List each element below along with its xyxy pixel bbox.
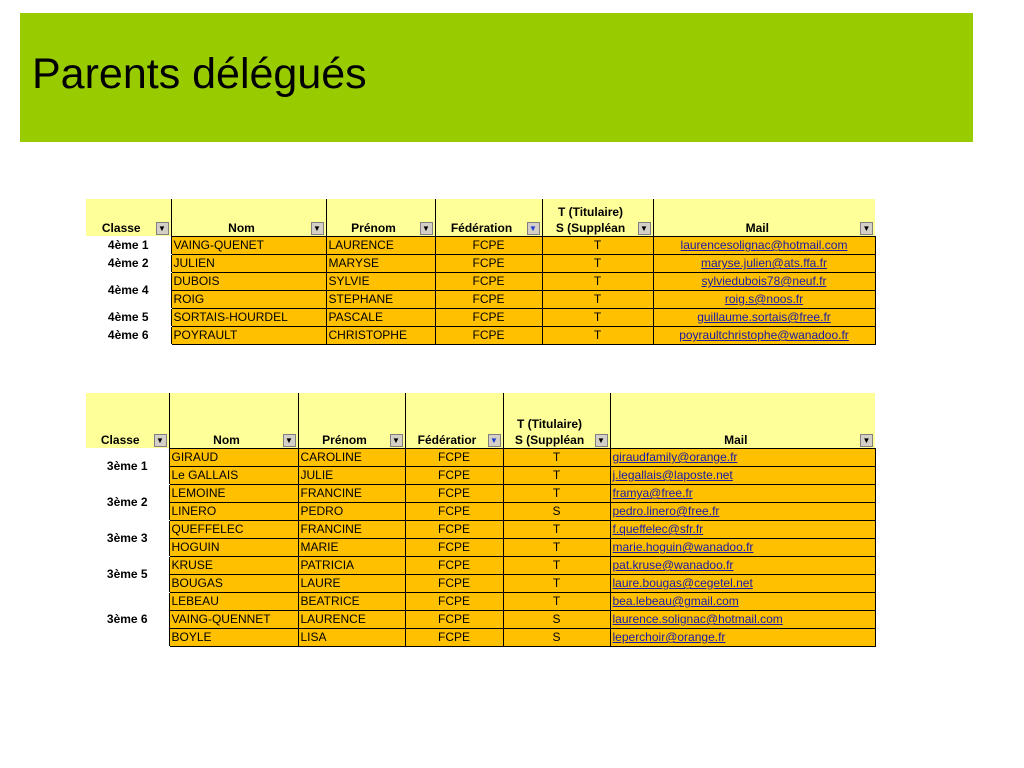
ts-cell: T: [542, 254, 653, 272]
federation-cell: FCPE: [405, 520, 503, 538]
prenom-cell: STEPHANE: [326, 290, 435, 308]
mail-link[interactable]: guillaume.sortais@free.fr: [697, 310, 831, 324]
mail-link[interactable]: laurencesolignac@hotmail.com: [680, 238, 848, 252]
ts-cell: T: [503, 556, 610, 574]
table-row: [86, 466, 875, 484]
ts-cell: T: [503, 574, 610, 592]
nom-cell: QUEFFELEC: [169, 520, 298, 538]
filter-dropdown-icon[interactable]: ▼: [860, 222, 873, 235]
mail-cell: [610, 538, 875, 556]
filter-dropdown-icon[interactable]: ▼: [156, 222, 169, 235]
mail-link[interactable]: bea.lebeau@gmail.com: [612, 594, 739, 608]
mail-link[interactable]: sylviedubois78@neuf.fr: [701, 274, 827, 288]
prenom-cell: FRANCINE: [298, 520, 405, 538]
prenom-cell: LISA: [298, 628, 405, 646]
federation-cell: FCPE: [435, 272, 542, 290]
prenom-cell: CHRISTOPHE: [326, 326, 435, 344]
ts-cell: T: [542, 236, 653, 254]
prenom-cell: JULIE: [298, 466, 405, 484]
mail-cell: [653, 236, 875, 254]
prenom-cell: CAROLINE: [298, 448, 405, 466]
federation-cell: FCPE: [405, 556, 503, 574]
table-row: [86, 448, 875, 466]
federation-cell: FCPE: [405, 448, 503, 466]
page-title: Parents délégués: [32, 50, 367, 98]
mail-link[interactable]: pedro.linero@free.fr: [612, 504, 720, 518]
mail-cell: [610, 628, 875, 646]
table-body: [86, 236, 875, 344]
mail-cell: [610, 466, 875, 484]
table-row: [86, 272, 875, 290]
prenom-cell: MARYSE: [326, 254, 435, 272]
mail-link[interactable]: framya@free.fr: [612, 486, 693, 500]
federation-cell: FCPE: [435, 236, 542, 254]
mail-cell: [610, 502, 875, 520]
mail-link[interactable]: giraudfamily@orange.fr: [612, 450, 738, 464]
mail-cell: [653, 326, 875, 344]
nom-cell: BOYLE: [169, 628, 298, 646]
federation-cell: FCPE: [435, 308, 542, 326]
table-row: [86, 290, 875, 308]
table-row: [86, 520, 875, 538]
filter-dropdown-icon[interactable]: ▼: [527, 222, 540, 235]
classe-cell: 3ème 2: [86, 484, 169, 520]
classe-cell: 4ème 5: [86, 308, 171, 326]
prenom-cell: PEDRO: [298, 502, 405, 520]
ts-cell: T: [542, 326, 653, 344]
classe-cell: 4ème 4: [86, 272, 171, 308]
mail-cell: [610, 520, 875, 538]
header-prenom: Prénom ▼: [326, 199, 435, 236]
nom-cell: LINERO: [169, 502, 298, 520]
prenom-cell: FRANCINE: [298, 484, 405, 502]
ts-cell: T: [503, 520, 610, 538]
mail-cell: [610, 484, 875, 502]
ts-cell: S: [503, 610, 610, 628]
filter-dropdown-icon[interactable]: ▼: [283, 434, 296, 447]
nom-cell: Le GALLAIS: [169, 466, 298, 484]
classe-cell: 3ème 3: [86, 520, 169, 556]
ts-cell: T: [542, 308, 653, 326]
ts-cell: S: [503, 628, 610, 646]
nom-cell: VAING-QUENNET: [169, 610, 298, 628]
header-mail: Mail ▼: [653, 199, 875, 236]
federation-cell: FCPE: [405, 538, 503, 556]
mail-cell: [610, 574, 875, 592]
nom-cell: ROIG: [171, 290, 326, 308]
mail-link[interactable]: poyraultchristophe@wanadoo.fr: [679, 328, 849, 342]
ts-cell: T: [503, 538, 610, 556]
nom-cell: SORTAIS-HOURDEL: [171, 308, 326, 326]
table-body: [86, 448, 875, 646]
filter-dropdown-icon[interactable]: ▼: [154, 434, 167, 447]
header-nom: Nom ▼: [169, 393, 298, 448]
ts-cell: T: [503, 466, 610, 484]
filter-dropdown-icon[interactable]: ▼: [488, 434, 501, 447]
prenom-cell: PATRICIA: [298, 556, 405, 574]
delegates-table-3eme: [86, 393, 876, 647]
prenom-cell: LAURENCE: [298, 610, 405, 628]
table-row: [86, 538, 875, 556]
mail-cell: [653, 254, 875, 272]
nom-cell: LEBEAU: [169, 592, 298, 610]
federation-cell: FCPE: [405, 466, 503, 484]
header-federation: Fédération ▼: [435, 199, 542, 236]
mail-cell: [610, 592, 875, 610]
classe-cell: 3ème 5: [86, 556, 169, 592]
header-federation: Fédératior ▼: [405, 393, 503, 448]
mail-link[interactable]: laurence.solignac@hotmail.com: [612, 612, 783, 626]
mail-cell: [653, 290, 875, 308]
federation-cell: FCPE: [435, 326, 542, 344]
filter-dropdown-icon[interactable]: ▼: [860, 434, 873, 447]
prenom-cell: SYLVIE: [326, 272, 435, 290]
filter-dropdown-icon[interactable]: ▼: [311, 222, 324, 235]
ts-cell: S: [503, 502, 610, 520]
ts-cell: T: [542, 272, 653, 290]
mail-cell: [610, 556, 875, 574]
filter-dropdown-icon[interactable]: ▼: [390, 434, 403, 447]
prenom-cell: LAURENCE: [326, 236, 435, 254]
ts-cell: T: [503, 592, 610, 610]
federation-cell: FCPE: [405, 484, 503, 502]
mail-link[interactable]: laure.bougas@cegetel.net: [612, 576, 753, 590]
filter-dropdown-icon[interactable]: ▼: [595, 434, 608, 447]
nom-cell: GIRAUD: [169, 448, 298, 466]
prenom-cell: BEATRICE: [298, 592, 405, 610]
nom-cell: JULIEN: [171, 254, 326, 272]
mail-link[interactable]: leperchoir@orange.fr: [612, 630, 726, 644]
federation-cell: FCPE: [435, 254, 542, 272]
mail-link[interactable]: marie.hoguin@wanadoo.fr: [612, 540, 754, 554]
classe-cell: 4ème 6: [86, 326, 171, 344]
nom-cell: KRUSE: [169, 556, 298, 574]
federation-cell: FCPE: [405, 592, 503, 610]
table-row: [86, 308, 875, 326]
federation-cell: FCPE: [405, 610, 503, 628]
header-mail: Mail ▼: [610, 393, 875, 448]
mail-cell: [653, 272, 875, 290]
table-row: [86, 628, 875, 646]
nom-cell: POYRAULT: [171, 326, 326, 344]
table-row: [86, 574, 875, 592]
mail-link[interactable]: maryse.julien@ats.ffa.fr: [700, 256, 827, 270]
ts-cell: T: [503, 484, 610, 502]
nom-cell: DUBOIS: [171, 272, 326, 290]
mail-cell: [653, 308, 875, 326]
delegates-table-4eme: [86, 199, 876, 345]
ts-cell: T: [542, 290, 653, 308]
title-banner: [20, 13, 973, 142]
federation-cell: FCPE: [405, 502, 503, 520]
header-nom: Nom ▼: [171, 199, 326, 236]
header-classe: Classe ▼: [86, 199, 171, 236]
nom-cell: LEMOINE: [169, 484, 298, 502]
header-classe: Classe ▼: [86, 393, 169, 448]
filter-dropdown-icon[interactable]: ▼: [420, 222, 433, 235]
table-row: [86, 592, 875, 610]
table-row: [86, 502, 875, 520]
table-row: [86, 610, 875, 628]
classe-cell: 3ème 1: [86, 448, 169, 484]
federation-cell: FCPE: [405, 574, 503, 592]
mail-link[interactable]: f.queffelec@sfr.fr: [612, 522, 704, 536]
table-row: [86, 254, 875, 272]
filter-dropdown-icon[interactable]: ▼: [638, 222, 651, 235]
federation-cell: FCPE: [435, 290, 542, 308]
header-prenom: Prénom ▼: [298, 393, 405, 448]
classe-cell: 3ème 6: [86, 592, 169, 646]
classe-cell: 4ème 2: [86, 254, 171, 272]
nom-cell: HOGUIN: [169, 538, 298, 556]
classe-cell: 4ème 1: [86, 236, 171, 254]
ts-cell: T: [503, 448, 610, 466]
header-ts: T (Titulaire) S (Suppléan ▼: [503, 393, 610, 448]
nom-cell: BOUGAS: [169, 574, 298, 592]
table-row: [86, 484, 875, 502]
mail-cell: [610, 448, 875, 466]
table-row: [86, 326, 875, 344]
federation-cell: FCPE: [405, 628, 503, 646]
prenom-cell: PASCALE: [326, 308, 435, 326]
table-row: [86, 556, 875, 574]
header-ts: T (Titulaire) S (Suppléan ▼: [542, 199, 653, 236]
prenom-cell: MARIE: [298, 538, 405, 556]
mail-link[interactable]: j.legallais@laposte.net: [612, 468, 733, 482]
table-row: [86, 236, 875, 254]
nom-cell: VAING-QUENET: [171, 236, 326, 254]
mail-link[interactable]: pat.kruse@wanadoo.fr: [612, 558, 734, 572]
mail-cell: [610, 610, 875, 628]
prenom-cell: LAURE: [298, 574, 405, 592]
mail-link[interactable]: roig.s@noos.fr: [724, 292, 804, 306]
